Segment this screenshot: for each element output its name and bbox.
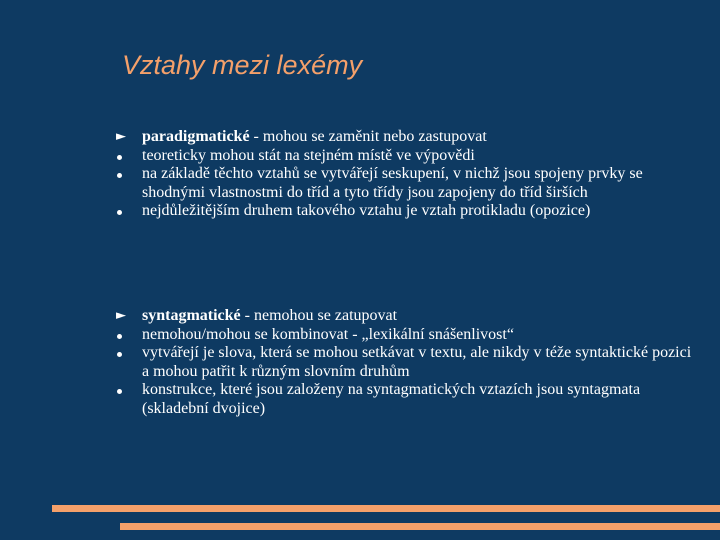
bullet-text: nemohou/mohou se kombinovat - „lexikální snášenlivost“	[142, 325, 514, 343]
section-description: - nemohou se zatupovat	[240, 307, 398, 324]
bullet-dot-icon	[116, 202, 142, 221]
section-heading-text	[142, 128, 487, 147]
bullet-text: vytvářejí je slova, která se mohou setkávat v textu, ale nikdy v téže syntaktické pozici a mohou patřit k různým slovním druhům	[142, 344, 692, 380]
bullet-text: konstrukce, které jsou založeny na syntagmatických vztazích jsou syntagmata (skladební dvojice)	[142, 381, 641, 417]
list-item	[116, 147, 706, 166]
arrow-right-icon: ►	[116, 129, 126, 144]
section-term: syntagmatické	[142, 307, 241, 324]
slide-title: Vztahy mezi lexémy	[122, 50, 363, 80]
footer-accent-line	[52, 505, 720, 512]
bullet-dot-icon	[116, 165, 142, 184]
bullet-list	[116, 326, 706, 419]
bullet-text: nejdůležitějším druhem takového vztahu je vztah protikladu (opozice)	[142, 202, 591, 219]
bullet-dot-icon	[116, 147, 142, 166]
section-heading	[116, 128, 706, 147]
bullet-dot-icon	[116, 344, 142, 363]
bullet-dot-icon	[116, 326, 142, 345]
list-item	[116, 326, 706, 345]
list-item	[116, 165, 706, 202]
bullet-text: na základě těchto vztahů se vytvářejí seskupení, v nichž jsou spojeny prvky se shodnými vlastnostmi do tříd a tyto třídy jsou zapojeny do tříd širších	[142, 165, 643, 201]
bullet-text: teoreticky mohou stát na stejném místě ve výpovědi	[142, 146, 475, 164]
bullet-list	[116, 147, 706, 221]
list-item	[116, 344, 706, 381]
bullet-dot-icon	[116, 381, 142, 400]
section-heading-text	[142, 307, 397, 326]
section-heading	[116, 307, 706, 326]
section-syntagmatic	[116, 307, 706, 418]
footer-accent-line	[120, 523, 720, 530]
section-description: - mohou se zaměnit nebo zastupovat	[249, 128, 487, 145]
list-item	[116, 202, 706, 221]
section-paradigmatic	[116, 128, 706, 221]
section-term: paradigmatické	[142, 128, 250, 145]
list-item	[116, 381, 706, 418]
arrow-right-icon: ►	[116, 308, 126, 323]
